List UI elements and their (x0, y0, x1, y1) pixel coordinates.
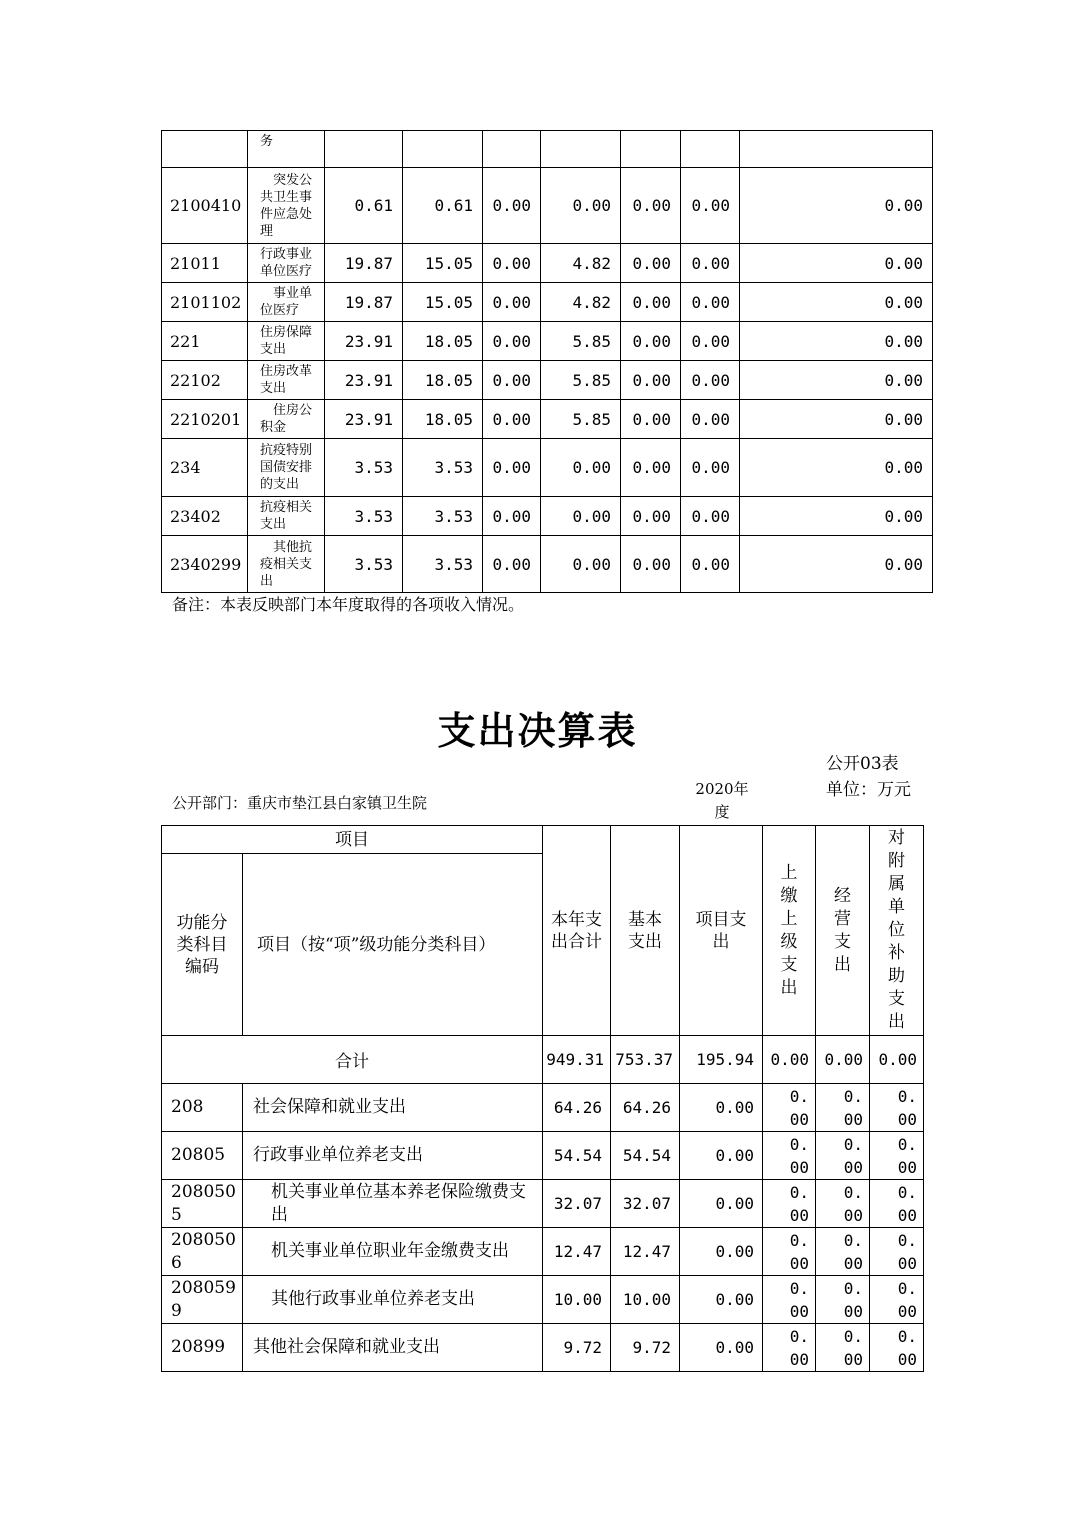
cell-project: 0.00 (680, 1180, 763, 1228)
cell-upper-text: 0.00 (789, 1086, 809, 1129)
cell-upper: 0.00 (763, 1036, 816, 1084)
cell-total: 10.00 (543, 1276, 611, 1324)
header-subsidy-text: 对附属单位补助支出 (888, 828, 905, 1032)
total-row (162, 1036, 924, 1084)
header-upper (763, 826, 816, 1036)
header-business (816, 826, 870, 1036)
cell-subsidy: 0.00 (870, 1036, 924, 1084)
header-project-exp (680, 826, 763, 1036)
cell-name: 务 (248, 131, 325, 168)
cell-subsidy (870, 1276, 924, 1324)
cell-value: 0.00 (740, 400, 933, 439)
cell-name: 抗疫相关支出 (248, 497, 325, 536)
cell-code-text: 2080599 (171, 1277, 236, 1321)
cell-value: 0.00 (740, 497, 933, 536)
table-row (162, 1180, 924, 1228)
table-row (162, 322, 933, 361)
table-row (162, 536, 933, 593)
cell-basic: 64.26 (611, 1084, 680, 1132)
cell-value: 4.82 (541, 244, 621, 283)
cell-value: 0.00 (740, 439, 933, 497)
cell-value: 0.00 (740, 322, 933, 361)
cell-value: 0.00 (541, 439, 621, 497)
cell-code-text: 2080506 (171, 1229, 236, 1273)
cell-project: 0.00 (680, 1084, 763, 1132)
cell-code: 2101102 (162, 283, 248, 322)
cell-upper (763, 1180, 816, 1228)
header-row (162, 826, 924, 854)
cell-value: 0.00 (483, 497, 541, 536)
cell-subsidy-text: 0.00 (897, 1086, 917, 1129)
cell-code (162, 1228, 243, 1276)
cell-value: 0.00 (483, 536, 541, 593)
cell-value (325, 131, 403, 168)
cell-value: 0.00 (681, 322, 740, 361)
cell-value: 0.00 (483, 168, 541, 244)
cell-project: 0.00 (680, 1324, 763, 1372)
table-number-unit (826, 751, 916, 803)
cell-subsidy-text: 0.00 (897, 1182, 917, 1225)
cell-value: 15.05 (403, 244, 483, 283)
cell-value: 0.61 (403, 168, 483, 244)
cell-value (483, 131, 541, 168)
page-title: 支出决算表 (437, 709, 638, 753)
expenditure-table (161, 825, 924, 1372)
cell-value: 0.00 (681, 400, 740, 439)
cell-value: 0.00 (740, 361, 933, 400)
cell-value: 0.00 (740, 283, 933, 322)
cell-total: 64.26 (543, 1084, 611, 1132)
cell-name (243, 1180, 543, 1228)
table-row (162, 1324, 924, 1372)
cell-name: 事业单位医疗 (248, 283, 325, 322)
cell-subsidy (870, 1084, 924, 1132)
cell-value: 0.00 (681, 536, 740, 593)
cell-name: 行政事业单位养老支出 (243, 1132, 543, 1180)
cell-name: 行政事业单位医疗 (248, 244, 325, 283)
cell-value: 0.00 (483, 283, 541, 322)
cell-basic: 32.07 (611, 1180, 680, 1228)
cell-code: 21011 (162, 244, 248, 283)
cell-value: 5.85 (541, 322, 621, 361)
header-total-text: 本年支出合计 (551, 909, 602, 952)
cell-business-text: 0.00 (843, 1182, 863, 1225)
cell-total: 949.31 (543, 1036, 611, 1084)
cell-upper (763, 1132, 816, 1180)
cell-value: 18.05 (403, 400, 483, 439)
cell-value: 0.00 (621, 244, 681, 283)
cell-value: 0.00 (681, 497, 740, 536)
cell-name: 其他抗疫相关支出 (248, 536, 325, 593)
cell-value: 3.53 (325, 497, 403, 536)
cell-value: 3.53 (403, 497, 483, 536)
cell-upper-text: 0.00 (789, 1134, 809, 1177)
cell-value: 0.00 (541, 536, 621, 593)
header-project: 项目 (162, 826, 543, 854)
cell-value: 5.85 (541, 400, 621, 439)
cell-code: 2100410 (162, 168, 248, 244)
cell-business-text: 0.00 (843, 1134, 863, 1177)
table-row (162, 1084, 924, 1132)
cell-upper-text: 0.00 (789, 1182, 809, 1225)
cell-subsidy (870, 1132, 924, 1180)
cell-value (681, 131, 740, 168)
cell-project: 0.00 (680, 1132, 763, 1180)
cell-value: 0.00 (621, 439, 681, 497)
cell-subsidy-text: 0.00 (897, 1278, 917, 1321)
cell-name-text: 机关事业单位基本养老保险缴费支出 (271, 1181, 526, 1225)
cell-value: 0.00 (621, 283, 681, 322)
cell-value: 18.05 (403, 322, 483, 361)
income-table-body (162, 131, 933, 593)
cell-code: 2340299 (162, 536, 248, 593)
cell-value: 3.53 (325, 439, 403, 497)
header-business-text: 经营支出 (834, 885, 851, 975)
cell-value: 0.00 (621, 168, 681, 244)
cell-name: 机关事业单位职业年金缴费支出 (243, 1228, 543, 1276)
cell-value: 0.00 (621, 400, 681, 439)
table-row (162, 361, 933, 400)
cell-code (162, 1180, 243, 1228)
cell-value: 0.00 (681, 244, 740, 283)
cell-value: 5.85 (541, 361, 621, 400)
cell-value: 0.00 (681, 168, 740, 244)
cell-code: 221 (162, 322, 248, 361)
table-note: 备注：本表反映部门本年度取得的各项收入情况。 (172, 595, 525, 614)
header-upper-text: 上缴上级支出 (780, 862, 798, 998)
header-code (162, 854, 243, 1036)
cell-code: 23402 (162, 497, 248, 536)
cell-subsidy (870, 1228, 924, 1276)
cell-value: 23.91 (325, 361, 403, 400)
cell-total: 54.54 (543, 1132, 611, 1180)
cell-value: 0.00 (621, 536, 681, 593)
cell-upper (763, 1276, 816, 1324)
cell-upper-text: 0.00 (789, 1326, 809, 1369)
cell-value: 0.00 (681, 283, 740, 322)
cell-name: 突发公共卫生事件应急处理 (248, 168, 325, 244)
cell-upper (763, 1228, 816, 1276)
table-number: 公开03表 (826, 754, 899, 774)
header-total (543, 826, 611, 1036)
cell-name: 住房保障支出 (248, 322, 325, 361)
cell-subsidy (870, 1324, 924, 1372)
cell-value: 0.00 (541, 168, 621, 244)
cell-value: 0.00 (740, 244, 933, 283)
cell-code: 20899 (162, 1324, 243, 1372)
income-table-continued (161, 130, 933, 593)
cell-code (162, 1276, 243, 1324)
department-label: 公开部门：重庆市垫江县白家镇卫生院 (172, 794, 428, 812)
cell-subsidy-text: 0.00 (897, 1326, 917, 1369)
header-subsidy (870, 826, 924, 1036)
table-row (162, 131, 933, 168)
cell-value: 23.91 (325, 322, 403, 361)
cell-upper (763, 1324, 816, 1372)
cell-basic: 10.00 (611, 1276, 680, 1324)
cell-value: 3.53 (403, 536, 483, 593)
table-row (162, 283, 933, 322)
cell-value: 0.00 (681, 439, 740, 497)
unit-label: 单位：万元 (826, 780, 911, 800)
cell-upper (763, 1084, 816, 1132)
cell-name: 住房改革支出 (248, 361, 325, 400)
cell-project: 0.00 (680, 1228, 763, 1276)
cell-business (816, 1276, 870, 1324)
year-label: 2020年度 (695, 780, 749, 821)
table-row (162, 439, 933, 497)
cell-value: 0.00 (621, 497, 681, 536)
cell-project: 0.00 (680, 1276, 763, 1324)
header-basic (611, 826, 680, 1036)
cell-total: 12.47 (543, 1228, 611, 1276)
table-row (162, 400, 933, 439)
cell-basic: 9.72 (611, 1324, 680, 1372)
cell-value: 23.91 (325, 400, 403, 439)
cell-code (162, 131, 248, 168)
table-row (162, 168, 933, 244)
cell-business-text: 0.00 (843, 1326, 863, 1369)
cell-project: 195.94 (680, 1036, 763, 1084)
header-name: 项目（按“项”级功能分类科目） (243, 854, 543, 1036)
cell-subsidy-text: 0.00 (897, 1134, 917, 1177)
cell-value: 0.00 (483, 322, 541, 361)
cell-value: 19.87 (325, 283, 403, 322)
cell-name: 其他行政事业单位养老支出 (243, 1276, 543, 1324)
cell-value: 0.00 (621, 361, 681, 400)
header-project-exp-text: 项目支出 (695, 909, 747, 952)
cell-upper-text: 0.00 (789, 1230, 809, 1273)
cell-value (621, 131, 681, 168)
cell-value (740, 131, 933, 168)
cell-business (816, 1324, 870, 1372)
cell-business (816, 1132, 870, 1180)
cell-business (816, 1084, 870, 1132)
cell-value: 0.00 (483, 244, 541, 283)
cell-value: 0.00 (483, 361, 541, 400)
cell-value: 19.87 (325, 244, 403, 283)
cell-name: 其他社会保障和就业支出 (243, 1324, 543, 1372)
cell-code: 22102 (162, 361, 248, 400)
cell-business (816, 1228, 870, 1276)
cell-subsidy (870, 1180, 924, 1228)
cell-code: 234 (162, 439, 248, 497)
cell-name: 住房公积金 (248, 400, 325, 439)
cell-name: 抗疫特别国债安排的支出 (248, 439, 325, 497)
cell-code: 208 (162, 1084, 243, 1132)
cell-value (403, 131, 483, 168)
cell-code: 2210201 (162, 400, 248, 439)
header-basic-text: 基本支出 (628, 909, 662, 952)
cell-value: 0.00 (621, 322, 681, 361)
cell-value: 0.00 (483, 400, 541, 439)
cell-total: 9.72 (543, 1324, 611, 1372)
cell-value: 0.61 (325, 168, 403, 244)
cell-code-text: 2080505 (171, 1181, 236, 1225)
cell-business-text: 0.00 (843, 1086, 863, 1129)
cell-value: 0.00 (483, 439, 541, 497)
cell-value: 4.82 (541, 283, 621, 322)
cell-business-text: 0.00 (843, 1230, 863, 1273)
cell-name: 社会保障和就业支出 (243, 1084, 543, 1132)
cell-business (816, 1180, 870, 1228)
cell-value: 0.00 (740, 536, 933, 593)
cell-basic: 753.37 (611, 1036, 680, 1084)
cell-value: 0.00 (541, 497, 621, 536)
table-row (162, 1276, 924, 1324)
cell-value: 18.05 (403, 361, 483, 400)
cell-value: 3.53 (325, 536, 403, 593)
cell-value: 0.00 (740, 168, 933, 244)
table-row (162, 1132, 924, 1180)
cell-business: 0.00 (816, 1036, 870, 1084)
table-row (162, 497, 933, 536)
cell-subsidy-text: 0.00 (897, 1230, 917, 1273)
header-code-text: 功能分类科目编码 (176, 912, 228, 977)
cell-total: 32.07 (543, 1180, 611, 1228)
cell-upper-text: 0.00 (789, 1278, 809, 1321)
cell-code: 20805 (162, 1132, 243, 1180)
cell-value: 15.05 (403, 283, 483, 322)
cell-basic: 12.47 (611, 1228, 680, 1276)
table-row (162, 244, 933, 283)
table-row (162, 1228, 924, 1276)
cell-basic: 54.54 (611, 1132, 680, 1180)
cell-value (541, 131, 621, 168)
cell-value: 3.53 (403, 439, 483, 497)
cell-value: 0.00 (681, 361, 740, 400)
expenditure-table-body (162, 826, 924, 1372)
cell-business-text: 0.00 (843, 1278, 863, 1321)
total-label: 合计 (162, 1036, 543, 1084)
